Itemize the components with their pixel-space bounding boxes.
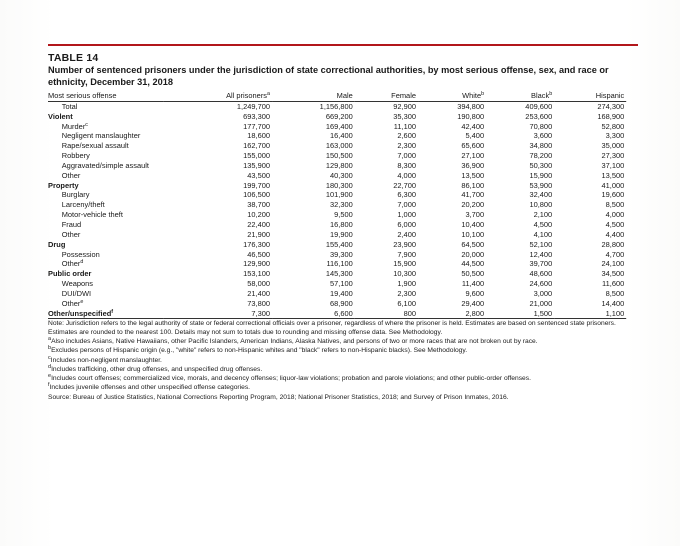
row-label	[48, 220, 164, 230]
column-header-label: White	[462, 91, 482, 100]
table-cell: 39,700	[529, 259, 553, 269]
table-cell: 162,700	[243, 141, 271, 151]
table-cell: 20,200	[461, 200, 485, 210]
table-cell: 10,400	[461, 219, 485, 229]
table-cell: 4,400	[605, 229, 625, 239]
table-cell: 10,100	[461, 229, 485, 239]
footnote-text: Excludes persons of Hispanic origin (e.g., "white" refers to non-Hispanic whites and "black" refers to non-Hispanic blacks). See Methodology.	[51, 347, 468, 355]
row-label-text: Larceny/theft	[61, 200, 105, 210]
row-label	[48, 161, 164, 171]
row-label-text: Other	[61, 170, 81, 180]
table-cell: 10,800	[529, 200, 553, 210]
table-cell: 9,500	[334, 210, 353, 220]
column-header	[486, 91, 554, 101]
table-cell: 29,400	[461, 298, 485, 308]
table-cell: 18,600	[247, 131, 271, 141]
table-cell: 669,200	[325, 111, 353, 121]
table-cell: 22,400	[247, 219, 271, 229]
table-cell: 24,100	[601, 259, 625, 269]
table-title: Number of sentenced prisoners under the jurisdiction of state correctional authorities, by most serious offense, sex, and race or ethnicity, December 31, 2018	[48, 65, 609, 87]
table-cell: 2,300	[397, 288, 416, 298]
table-label: TABLE 14	[48, 52, 99, 64]
table-cell: 39,300	[330, 249, 353, 259]
row-label	[48, 299, 164, 309]
row-label-text: Drug	[48, 239, 66, 249]
footnote	[48, 384, 638, 392]
row-label-text: Property	[48, 180, 79, 190]
table-cell: 176,300	[243, 239, 271, 249]
table-row	[48, 151, 626, 161]
column-header	[554, 91, 626, 101]
row-label	[48, 190, 164, 200]
table-row	[48, 309, 626, 319]
footnote-marker: c	[48, 354, 51, 361]
row-label	[48, 151, 164, 161]
table-cell: 1,900	[397, 279, 416, 289]
column-header	[48, 91, 164, 101]
table-cell: 168,900	[597, 111, 625, 121]
row-label-text: Other	[61, 298, 81, 308]
row-label	[48, 269, 164, 279]
table-cell: 16,400	[330, 131, 353, 141]
table-row	[48, 122, 626, 132]
table-cell: 21,000	[529, 298, 553, 308]
footnote-marker: d	[80, 259, 84, 266]
table-cell: 145,300	[325, 269, 353, 279]
table-cell: 129,800	[325, 160, 353, 170]
table-row	[48, 259, 626, 269]
table-cell: 153,100	[243, 269, 271, 279]
table-cell: 21,400	[247, 288, 271, 298]
row-label	[48, 131, 164, 141]
row-label	[48, 279, 164, 289]
row-label-text: Motor-vehicle theft	[61, 210, 123, 220]
row-label	[48, 250, 164, 260]
row-label-text: Aggravated/simple assault	[61, 160, 150, 170]
footnote-text: Includes court offenses; commercialized vice, morals, and decency offenses; liquor-law violations; probation and parole violations; and other public-order offenses.	[51, 375, 531, 383]
table-cell: 7,000	[397, 151, 416, 161]
row-label-text: Total	[61, 101, 78, 111]
table-cell: 4,100	[533, 229, 553, 239]
table-cell: 7,000	[397, 200, 416, 210]
footnote-text: Includes trafficking, other drug offenses, and unspecified drug offenses.	[51, 365, 263, 373]
table-cell: 68,900	[330, 298, 353, 308]
table-cell: 199,700	[243, 180, 271, 190]
row-label	[48, 122, 164, 132]
column-header	[164, 91, 272, 101]
row-label	[48, 141, 164, 151]
table-row	[48, 250, 626, 260]
table-row	[48, 230, 626, 240]
table-cell: 48,600	[529, 269, 553, 279]
table-row	[48, 279, 626, 289]
table-cell: 800	[355, 309, 418, 319]
table-cell: 274,300	[597, 101, 625, 111]
table-cell: 7,900	[397, 249, 416, 259]
footnote-marker: b	[549, 91, 553, 97]
table-cell: 35,300	[393, 111, 416, 121]
table-cell: 36,900	[461, 160, 485, 170]
table-cell: 180,300	[325, 180, 353, 190]
footnote	[48, 338, 638, 346]
table-cell: 8,500	[605, 200, 625, 210]
table-cell: 28,800	[601, 239, 625, 249]
row-label-text: Other/unspecified	[48, 308, 112, 318]
table-cell: 42,400	[461, 121, 485, 131]
table-cell: 155,400	[325, 239, 353, 249]
column-header-label: Hispanic	[595, 91, 625, 100]
table-cell: 129,900	[243, 259, 271, 269]
source-note	[48, 394, 638, 402]
footnote	[48, 347, 638, 355]
row-label-text: Burglary	[61, 190, 90, 200]
table-cell: 27,100	[461, 151, 485, 161]
table-cell: 3,600	[533, 131, 553, 141]
row-label-text: Possession	[61, 249, 100, 259]
table-cell: 15,900	[393, 259, 416, 269]
table-cell: 65,600	[461, 141, 485, 151]
table-cell: 7,300	[164, 309, 272, 319]
footnote-marker: c	[85, 121, 88, 128]
data-table	[48, 91, 626, 319]
table-cell: 1,249,700	[236, 101, 271, 111]
table-cell: 2,400	[397, 229, 416, 239]
column-header-label: Female	[391, 91, 416, 100]
column-header-label: All prisoners	[226, 91, 268, 100]
table-cell: 409,600	[525, 101, 553, 111]
table-cell: 163,000	[325, 141, 353, 151]
top-rule	[48, 44, 638, 46]
table-cell: 21,900	[247, 229, 271, 239]
table-cell: 13,500	[461, 170, 485, 180]
table-cell: 38,700	[247, 200, 271, 210]
row-label	[48, 240, 164, 250]
table-cell: 394,800	[457, 101, 485, 111]
table-row	[48, 161, 626, 171]
footnote-marker: b	[48, 345, 52, 352]
table-cell: 32,300	[330, 200, 353, 210]
table-row	[48, 112, 626, 122]
table-row	[48, 269, 626, 279]
table-cell: 2,600	[397, 131, 416, 141]
table-cell: 106,500	[243, 190, 271, 200]
table-row	[48, 240, 626, 250]
row-label-text: DUI/DWI	[61, 288, 92, 298]
table-cell: 50,300	[529, 160, 553, 170]
row-label	[48, 181, 164, 191]
table-cell: 12,400	[529, 249, 553, 259]
table-cell: 53,900	[529, 180, 553, 190]
row-label	[48, 101, 164, 111]
footnote-marker: b	[481, 91, 485, 97]
footnote-marker: f	[111, 308, 114, 315]
table-cell: 52,800	[601, 121, 625, 131]
table-row	[48, 101, 626, 111]
row-label-text: Violent	[48, 111, 73, 121]
table-cell: 1,156,800	[319, 101, 353, 111]
column-header-label: Male	[336, 91, 353, 100]
footnote	[48, 354, 638, 365]
table-cell: 41,700	[461, 190, 485, 200]
table-cell: 44,500	[461, 259, 485, 269]
table-cell: 6,600	[272, 309, 355, 319]
row-label	[48, 200, 164, 210]
table-cell: 41,000	[601, 180, 625, 190]
table-cell: 101,900	[325, 190, 353, 200]
table-cell: 19,400	[330, 288, 353, 298]
column-header-label: Most serious offense	[48, 91, 117, 100]
table-cell: 1,100	[554, 309, 626, 319]
footnote-text: Note: Jurisdiction refers to the legal authority of state or federal correctional officials over a prisoner, regardless of where the prisoner is held. Estimates are based on sentenced state prisoners. Estimates are rounded to the nearest 100. Details may not sum to totals due to rounding and missing offense data. See Methodology.	[48, 320, 616, 336]
table-cell: 11,400	[461, 279, 485, 289]
table-cell: 116,100	[326, 259, 353, 269]
footnote-marker: f	[48, 382, 50, 389]
table-cell: 19,600	[601, 190, 625, 200]
table-cell: 73,800	[247, 298, 271, 308]
table-row	[48, 200, 626, 210]
table-cell: 19,900	[330, 229, 353, 239]
table-cell: 64,500	[461, 239, 485, 249]
table-cell: 4,000	[605, 210, 625, 220]
table-cell: 14,400	[601, 298, 625, 308]
table-cell: 3,000	[533, 288, 553, 298]
table-cell: 58,000	[247, 279, 271, 289]
table-cell: 1,500	[486, 309, 554, 319]
row-label-text: Other	[61, 229, 81, 239]
footnote-text: Includes non-negligent manslaughter.	[50, 356, 162, 364]
table-cell: 52,100	[529, 239, 553, 249]
table-cell: 86,100	[461, 180, 485, 190]
table-cell: 11,100	[393, 121, 416, 131]
row-label-text: Fraud	[61, 219, 82, 229]
footnote-marker: e	[48, 373, 52, 380]
table-cell: 177,700	[243, 121, 271, 131]
table-cell: 92,900	[393, 101, 416, 111]
column-header-label: Black	[531, 91, 550, 100]
table-cell: 169,400	[325, 121, 353, 131]
table-cell: 22,700	[393, 180, 416, 190]
table-row	[48, 171, 626, 181]
row-label-text: Public order	[48, 269, 92, 279]
column-header	[418, 91, 486, 101]
table-cell: 6,300	[397, 190, 416, 200]
footnote-text: Includes juvenile offenses and other unspecified offense categories.	[49, 384, 251, 392]
table-cell: 10,300	[393, 269, 416, 279]
table-cell: 10,200	[247, 210, 271, 220]
table-cell: 27,300	[601, 151, 625, 161]
table-cell: 50,500	[461, 269, 485, 279]
table-row	[48, 190, 626, 200]
table-row	[48, 181, 626, 191]
table-notes	[48, 320, 638, 402]
row-label	[48, 171, 164, 181]
table-cell: 78,200	[529, 151, 553, 161]
row-label	[48, 309, 164, 319]
table-cell: 3,300	[605, 131, 625, 141]
table-cell: 253,600	[525, 111, 553, 121]
table-cell: 32,400	[529, 190, 553, 200]
table-cell: 57,100	[330, 279, 353, 289]
table-row	[48, 210, 626, 220]
row-label	[48, 289, 164, 299]
footnote-text: Source: Bureau of Justice Statistics, National Corrections Reporting Program, 2018; National Prisoner Statistics, 2018; and Survey of Prison Inmates, 2016.	[48, 393, 509, 401]
footnote-marker: a	[48, 336, 52, 342]
table-cell: 43,500	[247, 170, 271, 180]
row-label	[48, 230, 164, 240]
table-cell: 37,100	[601, 160, 625, 170]
table-cell: 70,800	[529, 121, 553, 131]
row-label-text: Negligent manslaughter	[61, 131, 141, 141]
footnote	[48, 375, 638, 383]
table-cell: 13,500	[601, 170, 625, 180]
table-cell: 15,900	[529, 170, 553, 180]
table-cell: 135,900	[243, 160, 271, 170]
table-cell: 34,500	[601, 269, 625, 279]
table-cell: 190,800	[457, 111, 485, 121]
row-label-text: Robbery	[61, 151, 90, 161]
footnote	[48, 320, 638, 337]
row-label	[48, 259, 164, 269]
table-row	[48, 141, 626, 151]
table-cell: 11,600	[602, 279, 625, 289]
column-header	[272, 91, 355, 101]
table-row	[48, 289, 626, 299]
table-row	[48, 131, 626, 141]
table-cell: 46,500	[247, 249, 271, 259]
footnote	[48, 363, 638, 374]
table-cell: 6,000	[397, 219, 416, 229]
table-cell: 1,000	[397, 210, 416, 220]
table-cell: 2,100	[533, 210, 553, 220]
table-cell: 40,300	[330, 170, 353, 180]
table-cell: 4,000	[397, 170, 416, 180]
table-row	[48, 299, 626, 309]
table-cell: 8,300	[397, 160, 416, 170]
table-cell: 34,800	[529, 141, 553, 151]
table-cell: 35,000	[601, 141, 625, 151]
table-cell: 693,300	[243, 111, 271, 121]
footnote-marker: e	[80, 298, 84, 305]
table-cell: 155,000	[243, 151, 271, 161]
table-cell: 24,600	[529, 279, 553, 289]
table-cell: 9,600	[465, 288, 485, 298]
row-label-text: Other	[61, 259, 81, 269]
table-cell: 23,900	[393, 239, 416, 249]
row-label-text: Murder	[61, 121, 86, 131]
row-label-text: Rape/sexual assault	[61, 141, 129, 151]
row-label	[48, 210, 164, 220]
row-label-text: Weapons	[61, 279, 94, 289]
table-cell: 8,500	[605, 288, 625, 298]
footnote-text: Also includes Asians, Native Hawaiians, other Pacific Islanders, American Indians, Alaska Natives, and persons of two or more races that are not broken out by race.	[51, 338, 538, 345]
table-header-row	[48, 91, 626, 101]
column-header	[355, 91, 418, 101]
table-cell: 5,400	[465, 131, 485, 141]
table-row	[48, 220, 626, 230]
footnote-marker: a	[267, 91, 271, 97]
footnote-marker: d	[48, 363, 52, 370]
table-document	[48, 44, 638, 402]
table-cell: 3,700	[465, 210, 485, 220]
table-cell: 2,300	[397, 141, 416, 151]
table-cell: 4,500	[605, 219, 625, 229]
table-cell: 150,500	[325, 151, 353, 161]
table-cell: 20,000	[461, 249, 485, 259]
table-cell: 2,800	[418, 309, 486, 319]
table-cell: 4,500	[533, 219, 553, 229]
table-cell: 6,100	[397, 298, 416, 308]
table-cell: 16,800	[330, 219, 353, 229]
table-body	[48, 101, 626, 319]
table-cell: 4,700	[605, 249, 625, 259]
row-label	[48, 112, 164, 122]
